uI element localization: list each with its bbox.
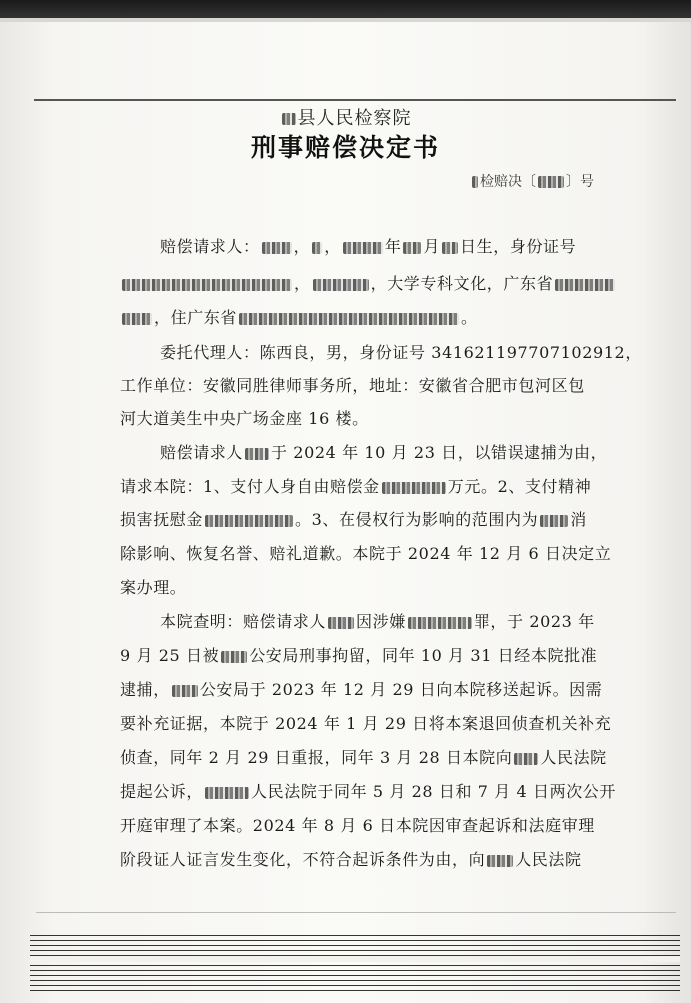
redacted-text [555,279,615,291]
footer-rule [36,912,676,913]
redacted-text [205,787,249,799]
paragraph-line: 要补充证据，本院于 2024 年 1 月 29 日将本案退回侦查机关补充 [120,714,612,733]
paragraph-line: 损害抚慰金 。3、在侵权行为影响的范围内为 消 [120,510,587,529]
paragraph-line: 本院查明：赔偿请求人 因涉嫌 罪，于 2023 年 [160,612,595,631]
redacted-text [313,279,369,291]
scan-stripes [30,935,680,995]
paragraph-line: 9 月 25 日被 公安局刑事拘留，同年 10 月 31 日经本院批准 [120,646,598,665]
paragraph-line: 除影响、恢复名誉、赔礼道歉。本院于 2024 年 12 月 6 日决定立 [120,544,612,563]
redacted-text [122,313,152,325]
redacted-text [442,242,458,254]
redacted-text [328,617,354,629]
paragraph-line: ， ，大学专科文化，广东省 [120,271,617,294]
document-number: 检赔决〔 〕号 [470,171,594,191]
redacted-text [221,651,247,663]
redacted-text [239,313,459,325]
paragraph-line: 逮捕， 公安局于 2023 年 12 月 29 日向本院移送起诉。因需 [120,680,603,699]
redacted-text [403,242,421,254]
redacted-text [472,176,478,188]
scan-stripe-gap [30,956,680,962]
redacted-text [540,515,568,527]
paragraph-line: ，住广东省 。 [120,305,478,328]
redacted-text [382,482,446,494]
redacted-text [343,242,383,254]
paragraph-line: 河大道美生中央广场金座 16 楼。 [120,409,369,428]
procuratorate-name: 县人民检察院 [0,104,691,130]
paragraph-line: 赔偿请求人： ， ， 年 月 日生，身份证号 [160,237,577,256]
redacted-text [312,242,322,254]
header-rule [34,99,676,101]
paragraph-line: 委托代理人：陈西良，男，身份证号 341621197707102912， [160,343,642,362]
paragraph-line: 侦查，同年 2 月 29 日重报，同年 3 月 28 日本院向 人民法院 [120,748,607,767]
redacted-text [205,515,293,527]
redacted-text [538,176,564,188]
redacted-text [282,113,296,125]
redacted-text [122,279,292,291]
paragraph-line: 阶段证人证言发生变化，不符合起诉条件为由，向 人民法院 [120,850,582,869]
paragraph-line: 案办理。 [120,578,187,597]
redacted-text [262,242,292,254]
paragraph-line: 开庭审理了本案。2024 年 8 月 6 日本院因审查起诉和法庭审理 [120,816,595,835]
paragraph-line: 赔偿请求人 于 2024 年 10 月 23 日，以错误逮捕为由， [160,443,608,462]
paragraph-line: 工作单位：安徽同胜律师事务所，地址：安徽省合肥市包河区包 [120,376,585,395]
redacted-text [245,448,269,460]
paper-edge [0,18,691,22]
redacted-text [408,617,472,629]
redacted-text [514,753,538,765]
redacted-text [172,685,198,697]
redacted-text [487,855,513,867]
document-title: 刑事赔偿决定书 [250,133,440,162]
paragraph-line: 提起公诉， 人民法院于同年 5 月 28 日和 7 月 4 日两次公开 [120,782,617,801]
paragraph-line: 请求本院：1、支付人身自由赔偿金 万元。2、支付精神 [120,477,592,496]
